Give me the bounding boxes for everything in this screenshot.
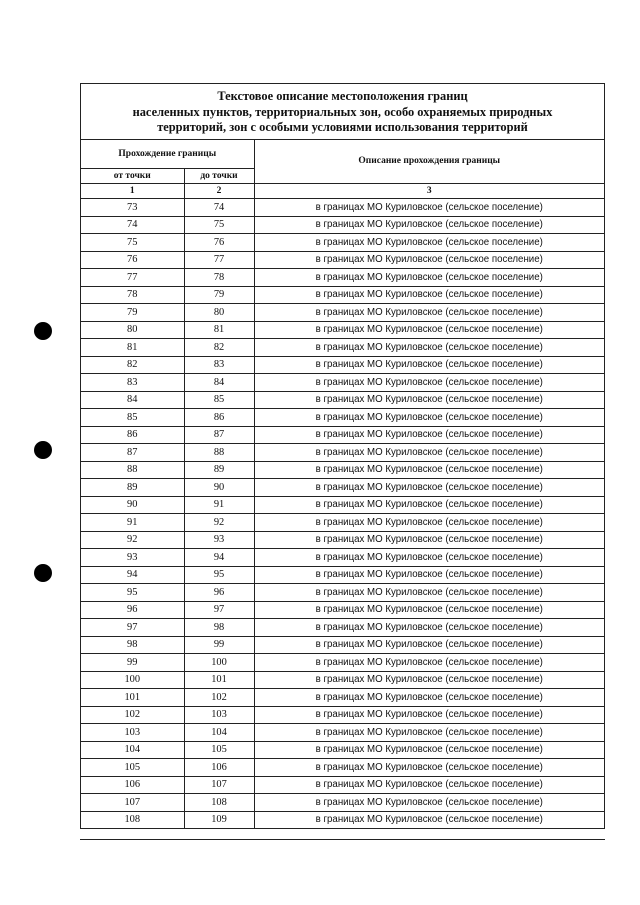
description-cell: в границах МО Куриловское (сельское поселение) <box>254 741 604 759</box>
description-cell: в границах МО Куриловское (сельское поселение) <box>254 496 604 514</box>
table-row <box>81 339 604 357</box>
description-cell: в границах МО Куриловское (сельское поселение) <box>254 566 604 584</box>
table-row <box>81 759 604 777</box>
from-point-cell: 97 <box>81 619 184 637</box>
to-point-cell: 108 <box>184 794 254 812</box>
to-point-cell: 94 <box>184 549 254 567</box>
from-point-cell: 101 <box>81 689 184 707</box>
description-cell: в границах МО Куриловское (сельское поселение) <box>254 339 604 357</box>
from-point-cell: 74 <box>81 216 184 234</box>
table-row <box>81 706 604 724</box>
from-point-cell: 84 <box>81 391 184 409</box>
description-cell: в границах МО Куриловское (сельское поселение) <box>254 269 604 287</box>
title-line-1: Текстовое описание местоположения границ <box>217 89 468 103</box>
table-row <box>81 794 604 812</box>
from-point-cell: 78 <box>81 286 184 304</box>
to-point-cell: 74 <box>184 199 254 217</box>
from-point-cell: 82 <box>81 356 184 374</box>
description-cell: в границах МО Куриловское (сельское поселение) <box>254 654 604 672</box>
table-row <box>81 216 604 234</box>
description-cell: в границах МО Куриловское (сельское поселение) <box>254 601 604 619</box>
description-cell: в границах МО Куриловское (сельское поселение) <box>254 251 604 269</box>
to-point-cell: 76 <box>184 234 254 252</box>
from-point-cell: 105 <box>81 759 184 777</box>
from-point-cell: 106 <box>81 776 184 794</box>
table-row <box>81 304 604 322</box>
table-row <box>81 636 604 654</box>
description-cell: в границах МО Куриловское (сельское поселение) <box>254 234 604 252</box>
header-to-point: до точки <box>184 169 254 184</box>
description-cell: в границах МО Куриловское (сельское поселение) <box>254 321 604 339</box>
from-point-cell: 93 <box>81 549 184 567</box>
table-row <box>81 601 604 619</box>
table-row <box>81 531 604 549</box>
table-row <box>81 234 604 252</box>
description-cell: в границах МО Куриловское (сельское поселение) <box>254 444 604 462</box>
to-point-cell: 103 <box>184 706 254 724</box>
to-point-cell: 95 <box>184 566 254 584</box>
to-point-cell: 79 <box>184 286 254 304</box>
to-point-cell: 97 <box>184 601 254 619</box>
to-point-cell: 96 <box>184 584 254 602</box>
table-row <box>81 566 604 584</box>
table-body <box>81 199 604 829</box>
to-point-cell: 80 <box>184 304 254 322</box>
table-row <box>81 286 604 304</box>
table-row <box>81 321 604 339</box>
to-point-cell: 107 <box>184 776 254 794</box>
to-point-cell: 102 <box>184 689 254 707</box>
from-point-cell: 103 <box>81 724 184 742</box>
from-point-cell: 95 <box>81 584 184 602</box>
to-point-cell: 91 <box>184 496 254 514</box>
header-passage: Прохождение границы <box>81 140 254 169</box>
to-point-cell: 98 <box>184 619 254 637</box>
to-point-cell: 77 <box>184 251 254 269</box>
table-row <box>81 514 604 532</box>
from-point-cell: 76 <box>81 251 184 269</box>
to-point-cell: 105 <box>184 741 254 759</box>
table-row <box>81 584 604 602</box>
from-point-cell: 98 <box>81 636 184 654</box>
header-description: Описание прохождения границы <box>254 140 604 184</box>
table-row <box>81 776 604 794</box>
table-row <box>81 461 604 479</box>
table-row <box>81 269 604 287</box>
header-col-number-1: 1 <box>81 184 184 199</box>
from-point-cell: 91 <box>81 514 184 532</box>
table-row <box>81 479 604 497</box>
to-point-cell: 109 <box>184 811 254 829</box>
punch-hole-top <box>34 322 52 340</box>
from-point-cell: 94 <box>81 566 184 584</box>
from-point-cell: 75 <box>81 234 184 252</box>
from-point-cell: 107 <box>81 794 184 812</box>
to-point-cell: 99 <box>184 636 254 654</box>
from-point-cell: 96 <box>81 601 184 619</box>
from-point-cell: 83 <box>81 374 184 392</box>
document-title <box>81 84 604 140</box>
to-point-cell: 100 <box>184 654 254 672</box>
table-row <box>81 496 604 514</box>
description-cell: в границах МО Куриловское (сельское поселение) <box>254 391 604 409</box>
description-cell: в границах МО Куриловское (сельское поселение) <box>254 549 604 567</box>
from-point-cell: 80 <box>81 321 184 339</box>
boundary-points-table <box>81 140 604 830</box>
from-point-cell: 79 <box>81 304 184 322</box>
to-point-cell: 104 <box>184 724 254 742</box>
to-point-cell: 84 <box>184 374 254 392</box>
to-point-cell: 81 <box>184 321 254 339</box>
table-row <box>81 724 604 742</box>
description-cell: в границах МО Куриловское (сельское поселение) <box>254 286 604 304</box>
description-cell: в границах МО Куриловское (сельское поселение) <box>254 671 604 689</box>
description-cell: в границах МО Куриловское (сельское поселение) <box>254 531 604 549</box>
to-point-cell: 86 <box>184 409 254 427</box>
description-cell: в границах МО Куриловское (сельское поселение) <box>254 584 604 602</box>
from-point-cell: 87 <box>81 444 184 462</box>
table-row <box>81 619 604 637</box>
from-point-cell: 99 <box>81 654 184 672</box>
to-point-cell: 88 <box>184 444 254 462</box>
description-cell: в границах МО Куриловское (сельское поселение) <box>254 356 604 374</box>
description-cell: в границах МО Куриловское (сельское поселение) <box>254 636 604 654</box>
description-cell: в границах МО Куриловское (сельское поселение) <box>254 794 604 812</box>
from-point-cell: 86 <box>81 426 184 444</box>
table-row <box>81 391 604 409</box>
description-cell: в границах МО Куриловское (сельское поселение) <box>254 689 604 707</box>
from-point-cell: 92 <box>81 531 184 549</box>
to-point-cell: 85 <box>184 391 254 409</box>
description-cell: в границах МО Куриловское (сельское поселение) <box>254 304 604 322</box>
description-cell: в границах МО Куриловское (сельское поселение) <box>254 514 604 532</box>
to-point-cell: 106 <box>184 759 254 777</box>
from-point-cell: 73 <box>81 199 184 217</box>
table-row <box>81 741 604 759</box>
title-line-3: территорий, зон с особыми условиями использования территорий <box>157 120 528 134</box>
to-point-cell: 82 <box>184 339 254 357</box>
table-row <box>81 426 604 444</box>
description-cell: в границах МО Куриловское (сельское поселение) <box>254 374 604 392</box>
description-cell: в границах МО Куриловское (сельское поселение) <box>254 409 604 427</box>
from-point-cell: 88 <box>81 461 184 479</box>
from-point-cell: 89 <box>81 479 184 497</box>
from-point-cell: 102 <box>81 706 184 724</box>
from-point-cell: 108 <box>81 811 184 829</box>
from-point-cell: 77 <box>81 269 184 287</box>
to-point-cell: 75 <box>184 216 254 234</box>
punch-hole-middle <box>34 441 52 459</box>
description-cell: в границах МО Куриловское (сельское поселение) <box>254 199 604 217</box>
from-point-cell: 100 <box>81 671 184 689</box>
from-point-cell: 81 <box>81 339 184 357</box>
from-point-cell: 85 <box>81 409 184 427</box>
punch-hole-bottom <box>34 564 52 582</box>
table-row <box>81 374 604 392</box>
table-row <box>81 549 604 567</box>
bottom-rule <box>80 839 605 840</box>
table-row <box>81 689 604 707</box>
title-line-2: населенных пунктов, территориальных зон, особо охраняемых природных <box>132 104 553 119</box>
table-row <box>81 444 604 462</box>
description-cell: в границах МО Куриловское (сельское поселение) <box>254 461 604 479</box>
to-point-cell: 87 <box>184 426 254 444</box>
table-row <box>81 409 604 427</box>
table-row <box>81 251 604 269</box>
to-point-cell: 89 <box>184 461 254 479</box>
header-from-point: от точки <box>81 169 184 184</box>
to-point-cell: 83 <box>184 356 254 374</box>
description-cell: в границах МО Куриловское (сельское поселение) <box>254 479 604 497</box>
to-point-cell: 90 <box>184 479 254 497</box>
to-point-cell: 92 <box>184 514 254 532</box>
description-cell: в границах МО Куриловское (сельское поселение) <box>254 724 604 742</box>
table-row <box>81 199 604 217</box>
description-cell: в границах МО Куриловское (сельское поселение) <box>254 759 604 777</box>
table-row <box>81 654 604 672</box>
table-header <box>81 140 604 199</box>
from-point-cell: 90 <box>81 496 184 514</box>
to-point-cell: 101 <box>184 671 254 689</box>
header-col-number-2: 2 <box>184 184 254 199</box>
description-cell: в границах МО Куриловское (сельское поселение) <box>254 811 604 829</box>
from-point-cell: 104 <box>81 741 184 759</box>
description-cell: в границах МО Куриловское (сельское поселение) <box>254 619 604 637</box>
description-cell: в границах МО Куриловское (сельское поселение) <box>254 706 604 724</box>
to-point-cell: 78 <box>184 269 254 287</box>
description-cell: в границах МО Куриловское (сельское поселение) <box>254 776 604 794</box>
description-cell: в границах МО Куриловское (сельское поселение) <box>254 426 604 444</box>
table-row <box>81 356 604 374</box>
table-row <box>81 811 604 829</box>
to-point-cell: 93 <box>184 531 254 549</box>
table-row <box>81 671 604 689</box>
boundary-description-sheet <box>80 83 605 829</box>
header-col-number-3: 3 <box>254 184 604 199</box>
description-cell: в границах МО Куриловское (сельское поселение) <box>254 216 604 234</box>
